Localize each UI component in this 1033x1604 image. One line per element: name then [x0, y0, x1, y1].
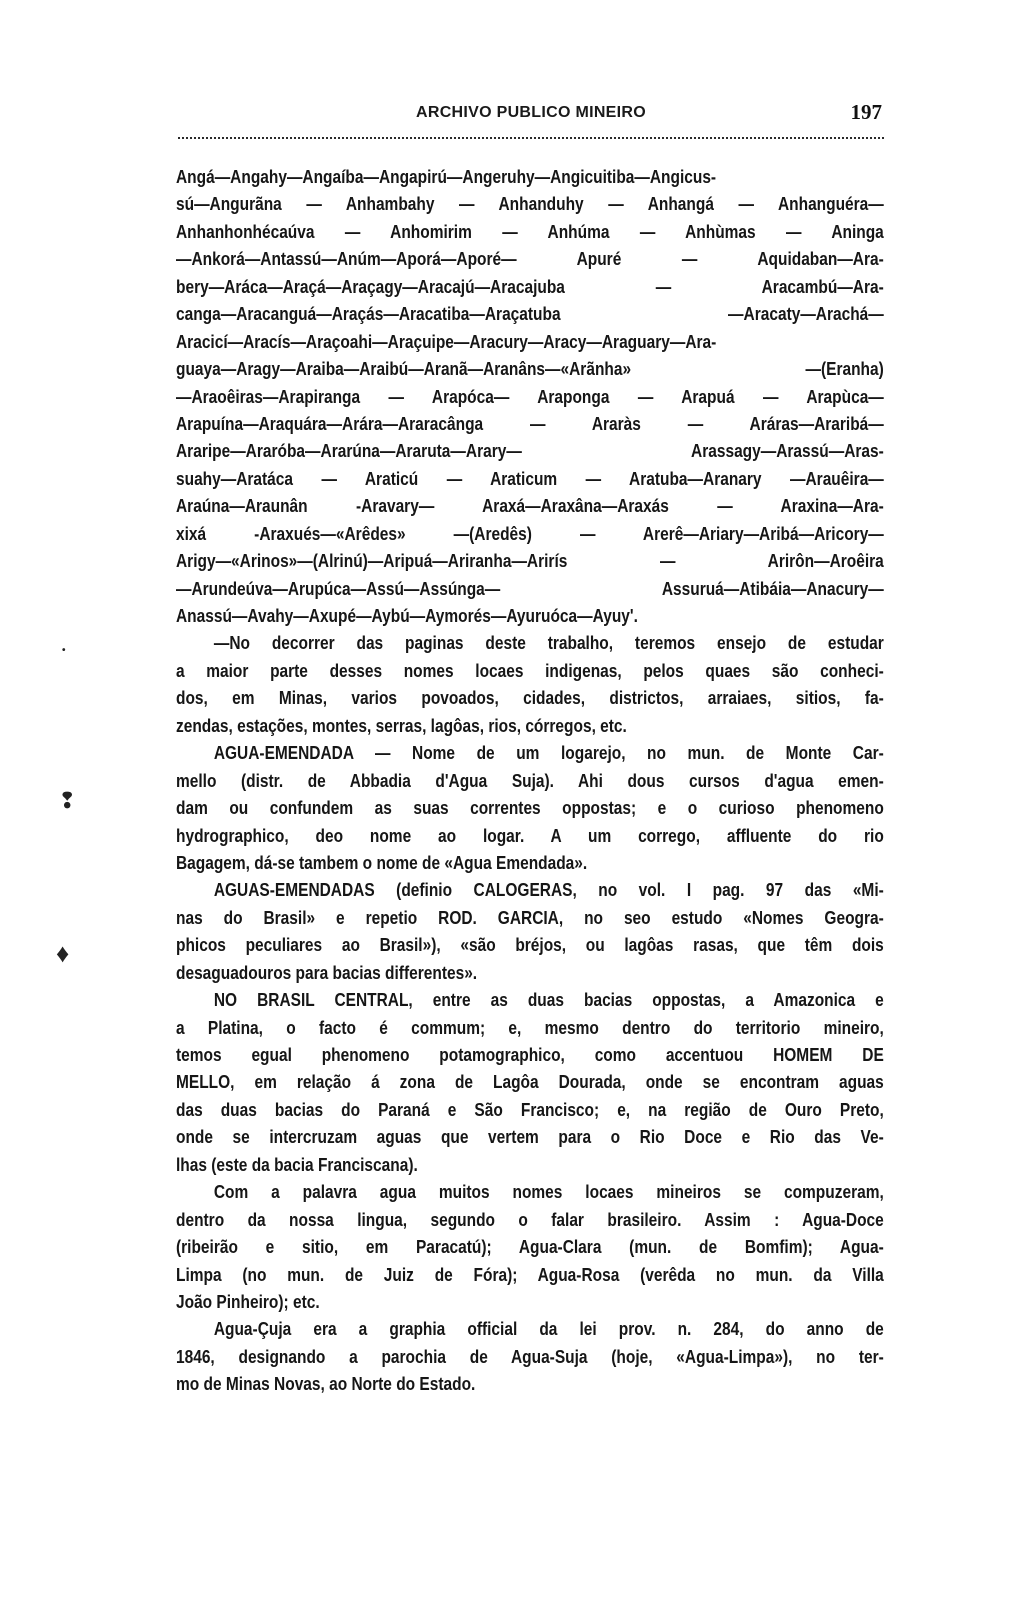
header-rule	[178, 132, 884, 139]
text-line: Angá—Angahy—Angaíba—Angapirú—Angeruhy—Angicuitiba—Angicus-	[176, 167, 717, 187]
text-line: Limpa (no mun. de Juiz de Fóra); Agua-Rosa (verêda no mun. da Villa	[176, 1264, 884, 1285]
text-line: suahy—Aratáca — Araticú — Araticum — Aratuba—Aranary —Arauêira—	[176, 468, 884, 489]
text-line: Anassú—Avahy—Axupé—Aybú—Aymorés—Ayuruóca—Ayuy'.	[176, 606, 638, 626]
text-line: Anhanhonhécaúva — Anhomirim — Anhúma — Anhùmas — Aninga	[176, 221, 884, 242]
text-line: Agua-Çuja era a graphia official da lei prov. n. 284, do anno de	[213, 1319, 884, 1340]
text-line: guaya—Aragy—Araiba—Araibú—Aranã—Aranâns—«Arãnha» —(Eranha)	[176, 359, 884, 380]
text-line: 1846, designando a parochia de Agua-Suja (hoje, «Agua-Limpa»), no ter-	[176, 1346, 884, 1367]
text-line: Araúna—Araunân -Aravary— Araxá—Araxâna—Araxás — Araxina—Ara-	[176, 496, 884, 517]
text-line: desaguadouros para bacias differentes».	[176, 962, 478, 983]
text-line: sú—Angurãna — Anhambahy — Anhanduhy — Anhangá — Anhanguéra—	[176, 194, 884, 215]
text-line: Bagagem, dá-se tambem o nome de «Agua Emendada».	[176, 852, 588, 873]
text-line: zendas, estações, montes, serras, lagôas, rios, córregos, etc.	[176, 715, 627, 736]
running-title: ARCHIVO PUBLICO MINEIRO	[415, 104, 647, 121]
text-line: AGUA-EMENDADA — Nome de um logarejo, no mun. de Monte Car-	[213, 743, 884, 764]
text-line: nas do Brasil» e repetio ROD. GARCIA, no seo estudo «Nomes Geogra-	[176, 907, 884, 928]
text-line: —Araoêiras—Arapiranga — Arapóca— Araponga — Arapuá — Arapùca—	[176, 386, 884, 407]
text-line: Arigy—«Arinos»—(Alrinú)—Aripuá—Ariranha—Arirís — Arirôn—Aroêira	[176, 551, 884, 572]
text-line: (ribeirão e sitio, em Paracatú); Agua-Clara (mun. de Bomfim); Agua-	[176, 1237, 884, 1258]
margin-blot: ❢	[58, 788, 77, 813]
text-line: dam ou confundem as suas correntes oppostas; e o curioso phenomeno	[176, 798, 884, 819]
text-line: hydrographico, deo nome ao logar. A um corrego, affluente do rio	[176, 825, 884, 846]
text-line: canga—Aracanguá—Araçás—Aracatiba—Araçatuba —Aracaty—Arachá—	[176, 304, 884, 325]
text-line: temos egual phenomeno potamographico, como accentuou HOMEM DE	[176, 1045, 884, 1065]
text-line: MELLO, em relação á zona de Lagôa Dourada, onde se encontram aguas	[176, 1072, 884, 1093]
body-text	[176, 164, 884, 1399]
text-line: dentro da nossa lingua, segundo o falar brasileiro. Assim : Agua-Doce	[176, 1209, 884, 1230]
text-line: —No decorrer das paginas deste trabalho, teremos ensejo de estudar	[213, 633, 884, 654]
text-line: —Arundeúva—Arupúca—Assú—Assúnga— Assuruá—Atibáia—Anacury—	[176, 578, 884, 599]
text-line: Aracicí—Aracís—Araçoahi—Araçuipe—Aracury—Aracy—Araguary—Ara-	[176, 331, 717, 352]
text-line: xixá -Araxués—«Arêdes» —(Aredês) — Arerê—Ariary—Aribá—Aricory—	[176, 523, 884, 544]
text-line: NO BRASIL CENTRAL, entre as duas bacias oppostas, a Amazonica e	[213, 990, 884, 1011]
text-line: Araripe—Araróba—Ararúna—Araruta—Arary— Arassagy—Arassú—Aras-	[176, 441, 884, 462]
running-head	[178, 100, 884, 130]
text-line: lhas (este da bacia Franciscana).	[176, 1154, 418, 1175]
text-line: AGUAS-EMENDADAS (definio CALOGERAS, no vol. I pag. 97 das «Mi-	[213, 880, 884, 901]
text-line: phicos peculiares ao Brasil»), «são bréjos, ou lagôas rasas, que têm dois	[176, 935, 884, 956]
text-line: mello (distr. de Abbadia d'Agua Suja). Ahi dous cursos d'agua emen-	[176, 770, 884, 791]
text-line: das duas bacias do Paraná e São Francisco; e, na região de Ouro Preto,	[176, 1099, 884, 1120]
page-number: 197	[850, 100, 882, 124]
text-line: bery—Aráca—Araçá—Araçagy—Aracajú—Aracajuba — Aracambú—Ara-	[176, 276, 884, 297]
text-line: a Platina, o facto é commum; e, mesmo dentro do territorio mineiro,	[176, 1017, 884, 1038]
text-line: mo de Minas Novas, ao Norte do Estado.	[176, 1374, 476, 1395]
text-line: a maior parte desses nomes locaes indigenas, pelos quaes são conheci-	[176, 660, 884, 681]
text-line: Com a palavra agua muitos nomes locaes mineiros se compuzeram,	[213, 1182, 884, 1203]
text-line: onde se intercruzam aguas que vertem para o Rio Doce e Rio das Ve-	[176, 1127, 884, 1148]
text-line: dos, em Minas, varios povoados, cidades, districtos, arraiaes, sitios, fa-	[176, 688, 884, 709]
text-line: Arapuína—Araquára—Arára—Araracânga — Araràs — Aráras—Araribá—	[176, 413, 884, 434]
text-line: —Ankorá—Antassú—Anúm—Aporá—Aporé— Apuré — Aquidaban—Ara-	[176, 249, 884, 270]
margin-blot: ♦	[56, 938, 70, 968]
text-line: João Pinheiro); etc.	[176, 1291, 320, 1312]
margin-speck: •	[62, 645, 66, 656]
